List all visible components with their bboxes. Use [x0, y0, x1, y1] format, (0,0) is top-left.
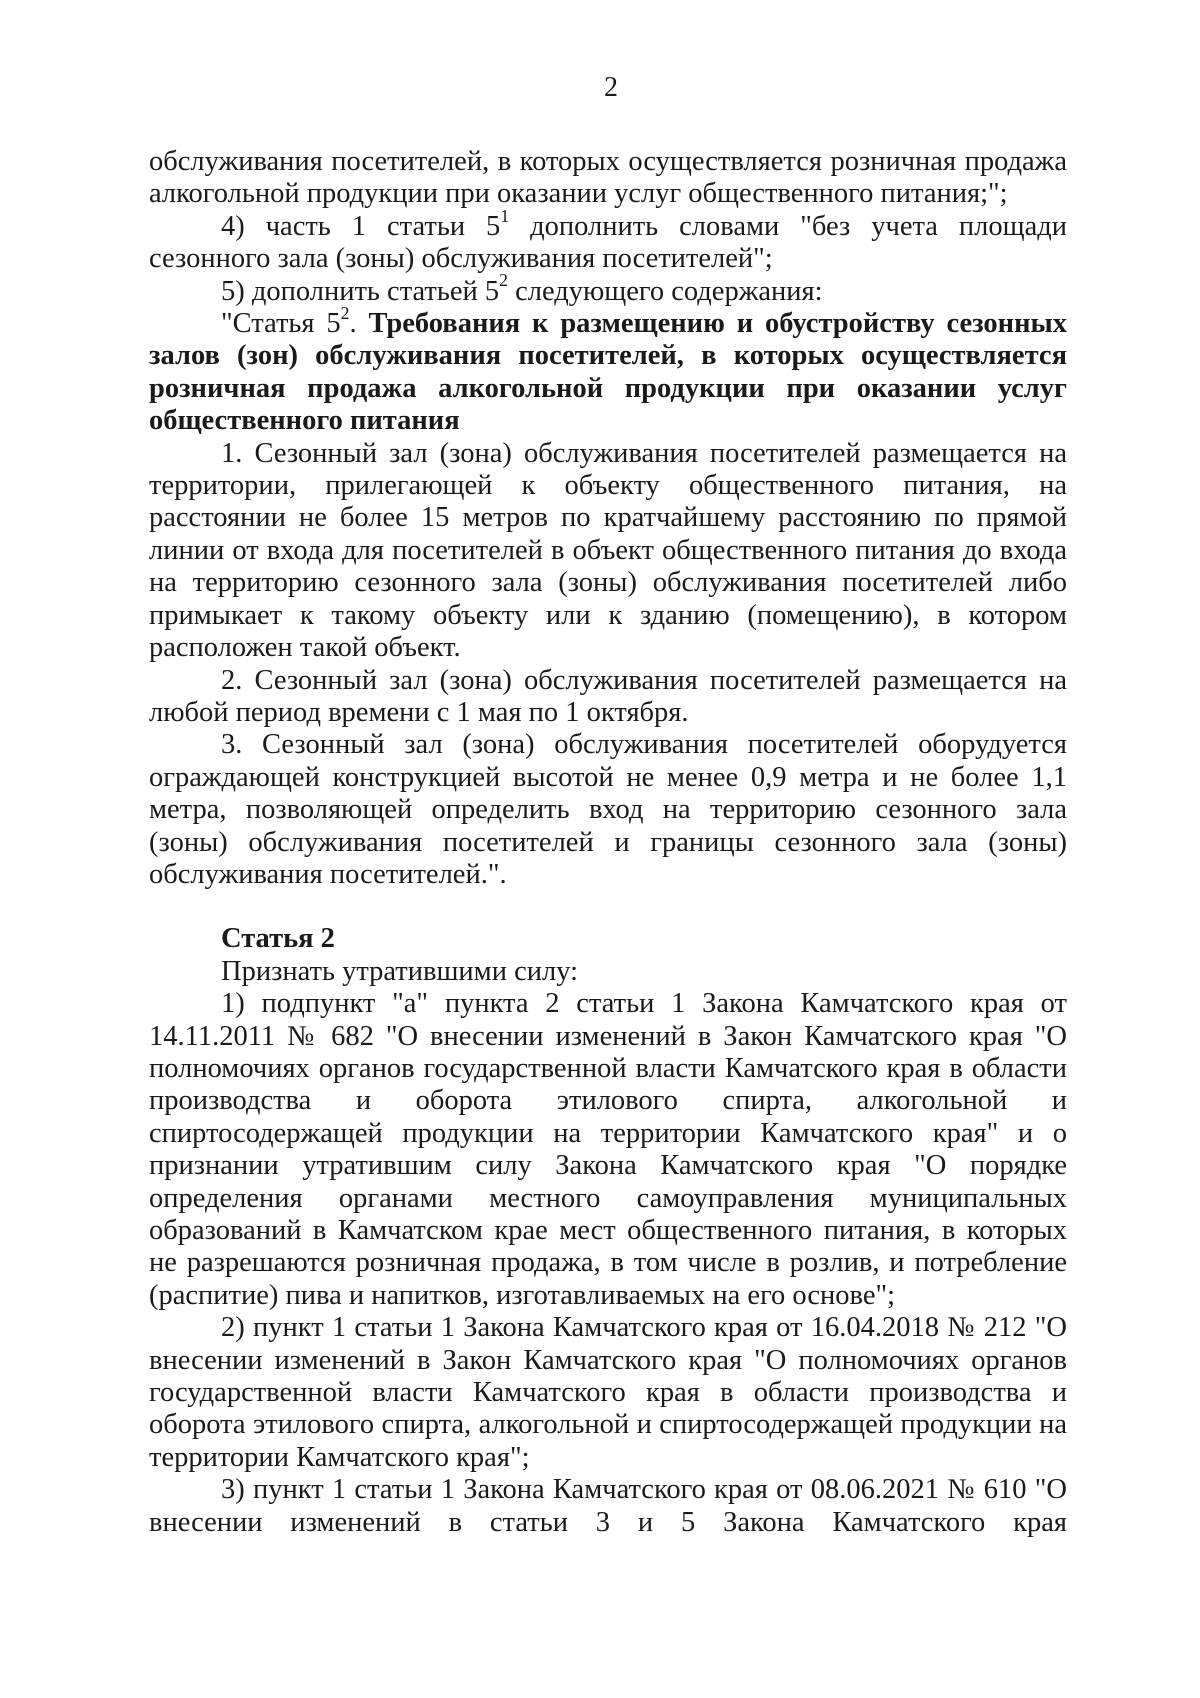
article-2-intro: Признать утратившими силу: — [221, 955, 578, 987]
item-4-text-start: 4) часть 1 статьи 5 — [221, 210, 501, 242]
article-2-item-1: 1) подпункт "а" пункта 2 статьи 1 Закона Камчатского края от 14.11.2011 № 682 "О внесении изменений в Закон Камчатского края "О полномочиях органов государственной власти Камчатского края в области производства и оборота этилового спирта, алкогольной и спиртосодержащей продукции на территории Камчатского края" и о признании утратившим силу Закона Камчатского края "О порядке определения органами местного самоуправления муниципальных образований в Камчатском крае мест общественного питания, в которых не разрешаются розничная продажа, в том числе в розлив, и потребление (распитие) пива и напитков, изготавливаемых на его основе"; — [149, 988, 1067, 1311]
article-2-heading: Статья 2 — [221, 923, 335, 955]
item-5-text-start: 5) дополнить статьей 5 — [221, 275, 500, 307]
section-spacer — [149, 891, 1067, 923]
page-number: 2 — [604, 72, 618, 103]
continuation-paragraph: обслуживания посетителей, в которых осуществляется розничная продажа алкогольной продукции при оказании услуг общественного питания;"; — [149, 146, 1067, 210]
article-5-2-title: Требования к размещению и обустройству сезонных залов (зон) обслуживания посетителей, в которых осуществляется розничная продажа алкогольной продукции при оказании услуг общественного питания — [149, 308, 1068, 437]
clause-3-paragraph: 3. Сезонный зал (зона) обслуживания посетителей оборудуется ограждающей конструкцией высотой не менее 0,9 метра и не более 1,1 метра, позволяющей определить вход на территорию сезонного зала (зоны) обслуживания посетителей и границы сезонного зала (зоны) обслуживания посетителей.". — [149, 729, 1067, 890]
article-5-2-dot: . — [349, 308, 369, 340]
item-4-text-end: дополнить словами "без учета площади сезонного зала (зоны) обслуживания посетителей"; — [149, 210, 1067, 275]
clause-1-paragraph: 1. Сезонный зал (зона) обслуживания посетителей размещается на территории, прилегающей к объекту общественного питания, на расстоянии не более 15 метров по кратчайшему расстоянию по прямой линии от входа для посетителей в объект общественного питания до входа на территорию сезонного зала (зоны) обслуживания посетителей либо примыкает к такому объекту или к зданию (помещению), в котором расположен такой объект. — [149, 437, 1067, 664]
item-5-text-end: следующего содержания: — [507, 275, 823, 307]
document-body — [149, 146, 1067, 1539]
item-4-paragraph — [149, 205, 1067, 276]
article-5-2-heading — [149, 302, 1068, 438]
article-2-item-3: 3) пункт 1 статьи 1 Закона Камчатского края от 08.06.2021 № 610 "О внесении изменений в статьи 3 и 5 Закона Камчатского края — [149, 1474, 1067, 1538]
article-5-2-prefix: "Статья 5 — [221, 308, 341, 340]
item-4-superscript: 1 — [500, 205, 510, 226]
article-5-2-superscript: 2 — [340, 302, 350, 323]
item-5-paragraph — [149, 270, 1067, 308]
article-2-item-2: 2) пункт 1 статьи 1 Закона Камчатского края от 16.04.2018 № 212 "О внесении изменений в Закон Камчатского края "О полномочиях органов государственной власти Камчатского края в области производства и оборота этилового спирта, алкогольной и спиртосодержащей продукции на территории Камчатского края"; — [149, 1312, 1067, 1473]
item-5-superscript: 2 — [499, 270, 508, 291]
clause-2-paragraph: 2. Сезонный зал (зона) обслуживания посетителей размещается на любой период времени с 1 мая по 1 октября. — [149, 664, 1067, 728]
